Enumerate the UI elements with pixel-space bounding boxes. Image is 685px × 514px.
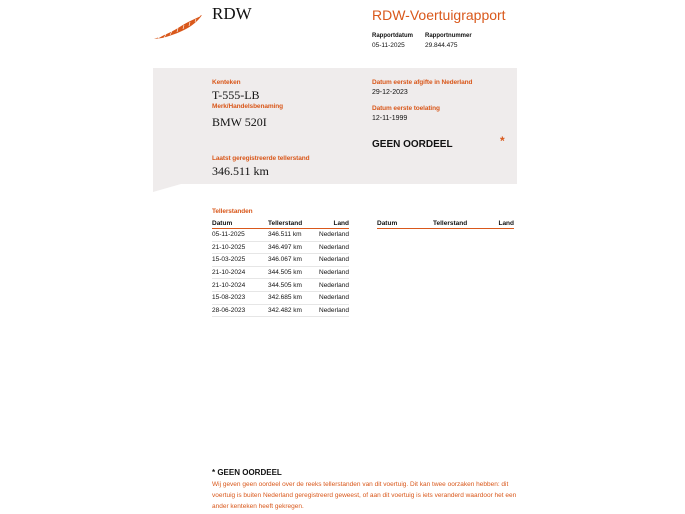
table-row xyxy=(212,254,349,267)
col-odometer: Tellerstand xyxy=(268,218,312,229)
table-header-row xyxy=(377,218,514,229)
odometer-rows xyxy=(212,229,349,317)
row-country: Nederland xyxy=(312,291,349,304)
row-date: 21-10-2024 xyxy=(212,279,268,292)
row-date: 21-10-2024 xyxy=(212,266,268,279)
row-country: Nederland xyxy=(312,279,349,292)
row-odometer: 346.511 km xyxy=(268,229,312,242)
col-country: Land xyxy=(312,218,349,229)
row-country: Nederland xyxy=(312,304,349,317)
odometer-section-title: Tellerstanden xyxy=(212,208,253,215)
report-number-label: Rapportnummer xyxy=(425,33,472,39)
row-odometer: 342.685 km xyxy=(268,291,312,304)
table-row xyxy=(212,291,349,304)
last-odo-value: 346.511 km xyxy=(212,164,269,178)
row-date: 15-08-2023 xyxy=(212,291,268,304)
first-admission-value: 12-11-1999 xyxy=(372,115,408,122)
col-date: Datum xyxy=(212,218,268,229)
brand-name: RDW xyxy=(212,4,252,23)
row-date: 05-11-2025 xyxy=(212,229,268,242)
table-row xyxy=(212,279,349,292)
footnote-title: * GEEN OORDEEL xyxy=(212,468,282,477)
row-date: 15-03-2025 xyxy=(212,254,268,267)
feather-icon xyxy=(152,12,204,42)
col-odometer: Tellerstand xyxy=(433,218,487,229)
last-odo-label: Laatst geregistreerde tellerstand xyxy=(212,155,310,162)
rdw-logo xyxy=(152,12,204,42)
verdict-asterisk: * xyxy=(500,134,505,148)
table-row xyxy=(212,229,349,242)
make-value: BMW 520I xyxy=(212,115,267,129)
report-date: 05-11-2025 xyxy=(372,42,405,49)
row-odometer: 346.067 km xyxy=(268,254,312,267)
row-odometer: 346.497 km xyxy=(268,241,312,254)
row-country: Nederland xyxy=(312,266,349,279)
row-date: 28-06-2023 xyxy=(212,304,268,317)
row-country: Nederland xyxy=(312,254,349,267)
table-header-row xyxy=(212,218,349,229)
report-number: 29.844.475 xyxy=(425,42,458,49)
table-row xyxy=(212,241,349,254)
plate-value: T-555-LB xyxy=(212,88,260,102)
row-country: Nederland xyxy=(312,241,349,254)
plate-label: Kenteken xyxy=(212,79,241,86)
col-date: Datum xyxy=(377,218,433,229)
col-country: Land xyxy=(487,218,514,229)
panel-notch xyxy=(153,184,181,192)
verdict: GEEN OORDEEL xyxy=(372,139,453,150)
row-country: Nederland xyxy=(312,229,349,242)
row-odometer: 344.505 km xyxy=(268,279,312,292)
report-date-label: Rapportdatum xyxy=(372,33,413,39)
footnote-text: Wij geven geen oordeel over de reeks tellerstanden van dit voertuig. Dit kan twee oorzaken hebben: dit voertuig is buiten Nederland geregistreerd geweest, of aan dit voertuig is iets veranderd waardoor het een ander kenteken heeft gekregen. xyxy=(212,481,517,510)
make-label: Merk/Handelsbenaming xyxy=(212,103,283,110)
odometer-table-left xyxy=(212,218,349,317)
first-nl-label: Datum eerste afgifte in Nederland xyxy=(372,79,473,86)
first-nl-value: 29-12-2023 xyxy=(372,89,408,96)
row-odometer: 344.505 km xyxy=(268,266,312,279)
odometer-table-right xyxy=(377,218,514,229)
first-admission-label: Datum eerste toelating xyxy=(372,105,440,112)
table-row xyxy=(212,266,349,279)
row-date: 21-10-2025 xyxy=(212,241,268,254)
report-title: RDW-Voertuigrapport xyxy=(372,7,506,23)
table-row xyxy=(212,304,349,317)
row-odometer: 342.482 km xyxy=(268,304,312,317)
